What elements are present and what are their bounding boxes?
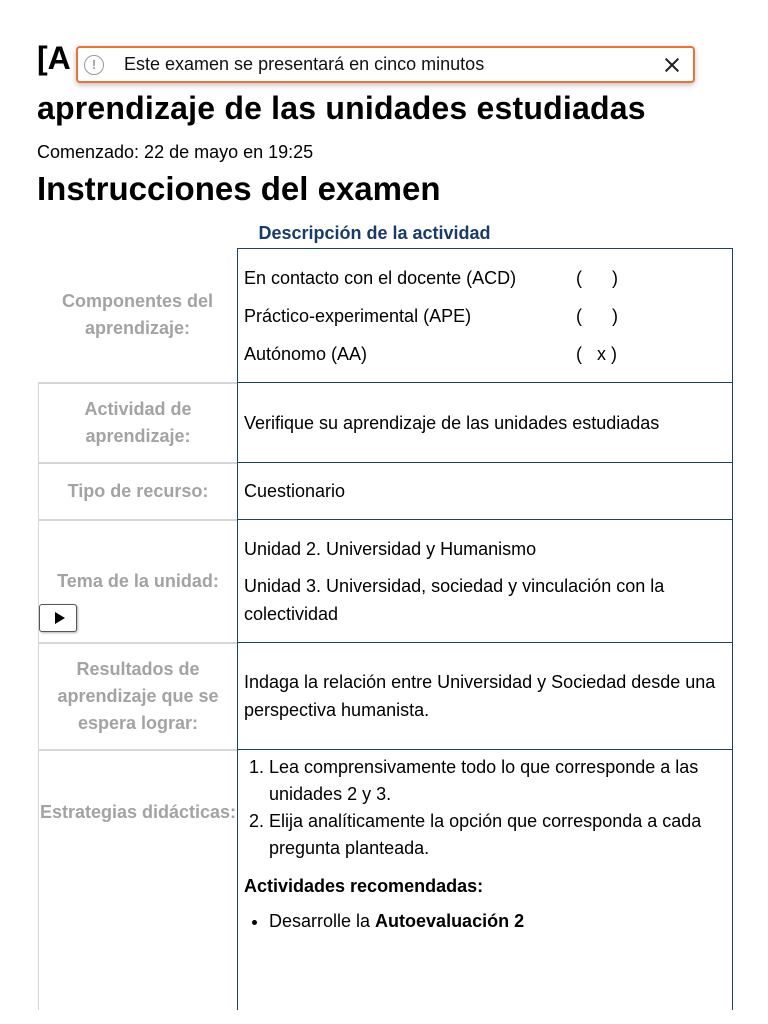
topic-label: Tema de la unidad:: [57, 571, 219, 591]
section-title: Instrucciones del examen: [37, 170, 441, 207]
close-icon[interactable]: [663, 56, 681, 74]
topic-cell: [237, 520, 733, 643]
started-timestamp: Comenzado: 22 de mayo en 19:25: [37, 142, 314, 162]
table-row-results: [38, 643, 733, 750]
play-button[interactable]: [39, 604, 77, 632]
strategies-label: Estrategias didácticas:: [38, 750, 237, 1010]
table-caption-text: Descripción de la actividad: [258, 223, 491, 243]
component-mark: ( ): [576, 267, 618, 288]
topic-item: Unidad 2. Universidad y Humanismo: [244, 538, 537, 559]
component-item: [244, 335, 724, 373]
recommended-prefix: Desarrolle la: [269, 911, 376, 931]
info-icon: !: [84, 55, 104, 75]
activity-table: [38, 248, 733, 1010]
components-cell: [237, 248, 733, 383]
table-caption: [237, 223, 732, 244]
resource-label: Tipo de recurso:: [38, 463, 237, 520]
component-item: [244, 259, 724, 297]
recommended-item: [269, 908, 724, 935]
activity-value: Verifique su aprendizaje de las unidades estudiadas: [237, 383, 733, 463]
table-row-strategies: [38, 750, 733, 1010]
table-row-resource: [38, 463, 733, 520]
table-row-components: [38, 248, 733, 383]
strategies-list: [244, 754, 724, 862]
timer-notification: [76, 46, 695, 83]
component-name: Práctico-experimental (APE): [244, 305, 472, 326]
results-label: Resultados de aprendizaje que se espera lograr:: [38, 643, 237, 750]
table-row-activity: [38, 383, 733, 463]
page-title-line1: [A: [37, 40, 71, 76]
recommended-list: [244, 908, 724, 935]
resource-value: Cuestionario: [237, 463, 733, 520]
recommended-link-text: Autoevaluación 2: [375, 911, 525, 931]
component-mark: ( x ): [576, 343, 617, 364]
components-label: Componentes del aprendizaje:: [38, 248, 237, 383]
topic-label-cell: [38, 520, 237, 643]
component-item: [244, 297, 724, 335]
table-row-topic: [38, 520, 733, 643]
activity-label: Actividad de aprendizaje:: [38, 383, 237, 463]
topic-item: Unidad 3. Universidad, sociedad y vinculación con la colectividad: [244, 575, 665, 624]
component-name: En contacto con el docente (ACD): [244, 267, 517, 288]
strategy-step: 1. Lea comprensivamente todo lo que corresponde a las unidades 2 y 3.: [269, 754, 724, 808]
notification-message: Este examen se presentará en cinco minutos: [124, 54, 485, 74]
component-mark: ( ): [576, 305, 618, 326]
component-name: Autónomo (AA): [244, 343, 368, 364]
results-value: Indaga la relación entre Universidad y Sociedad desde una perspectiva humanista.: [237, 643, 733, 750]
strategy-step: 2. Elija analíticamente la opción que corresponda a cada pregunta planteada.: [269, 808, 724, 862]
recommended-title: Actividades recomendadas:: [244, 876, 484, 896]
strategies-cell: [237, 750, 733, 1010]
page-title-line2: aprendizaje de las unidades estudiadas: [37, 90, 646, 126]
